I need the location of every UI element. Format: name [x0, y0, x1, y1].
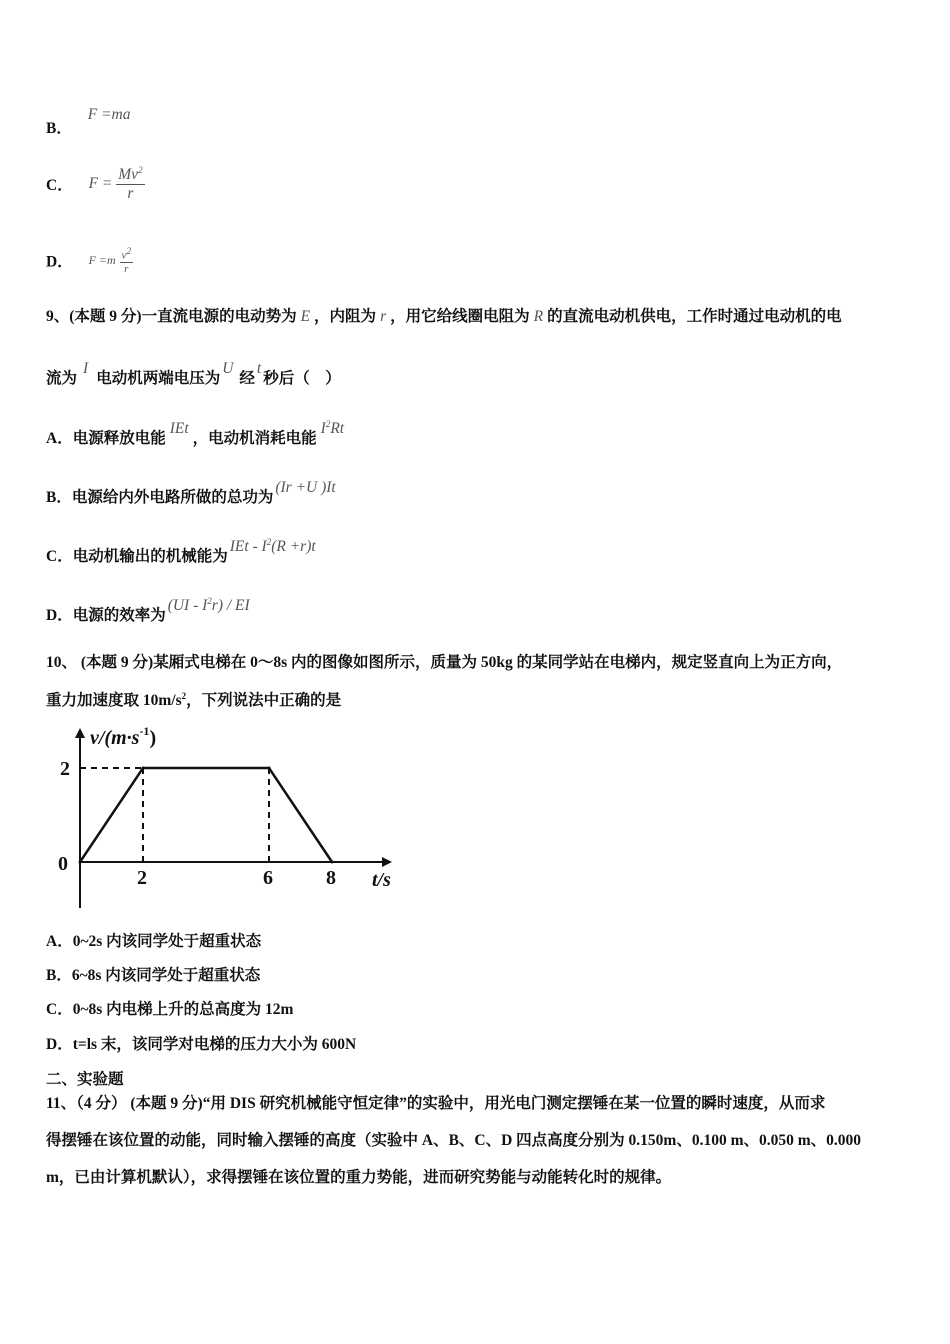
- q9-option-c-f-exp: 2: [266, 536, 272, 547]
- q9-text: ，用它给线圈电阻为: [390, 308, 530, 325]
- q9-stem-line1: [46, 304, 842, 326]
- data-point-t8: [331, 861, 334, 864]
- q8-option-d-den: r: [124, 262, 129, 275]
- q9-var-u: U: [222, 360, 234, 377]
- q9-text: 秒后（ ）: [263, 370, 341, 387]
- q8-option-c-num-exp: 2: [138, 165, 143, 175]
- q9-option-a-f2-post: Rt: [330, 420, 345, 437]
- q9-var-i: I: [83, 360, 89, 377]
- y-axis-label-exp: -1: [139, 724, 150, 738]
- q9-text: 流为: [46, 370, 78, 387]
- x-tick-label-8: 8: [326, 867, 336, 889]
- q9-option-a-f2: [321, 420, 344, 437]
- q8-option-c-label: C．: [46, 177, 73, 195]
- data-point-t0: [79, 861, 82, 864]
- data-point-t2: [142, 767, 145, 770]
- q9-stem-line2: [46, 360, 341, 388]
- q10-option-b: B．6~8s 内该同学处于超重状态: [46, 967, 261, 984]
- data-point-t6: [268, 767, 271, 770]
- q9-option-a-f1: IEt: [169, 420, 189, 437]
- velocity-series-line: [80, 768, 332, 862]
- q9-option-c: [46, 536, 316, 566]
- q10-text: 重力加速度取 10m/s: [46, 692, 182, 709]
- q8-option-d-num: v: [121, 249, 127, 262]
- q9-text: ，内阻为: [314, 308, 377, 325]
- q8-option-d-fraction: [120, 246, 133, 275]
- x-tick-label-6: 6: [263, 867, 273, 889]
- q9-option-c-f-post: (R +r)t: [271, 538, 316, 555]
- q9-option-a-mid: ，电动机消耗电能: [192, 430, 317, 447]
- q9-var-t: t: [256, 360, 262, 377]
- q9-var-e: E: [300, 308, 311, 325]
- origin-label: 0: [58, 853, 68, 875]
- q9-option-b-label: B．电源给内外电路所做的总功为: [46, 489, 274, 506]
- q9-option-a-f2-exp: 2: [325, 418, 331, 429]
- q9-option-d-f-post: r) / EI: [211, 597, 250, 614]
- q9-text: 电动机两端电压为: [96, 370, 221, 387]
- q9-option-b: [46, 479, 336, 507]
- q8-option-c-lhs: F =: [88, 175, 113, 193]
- q9-option-d-f-pre: (UI - I: [167, 597, 208, 614]
- q9-option-a-label: A．电源释放电能: [46, 430, 166, 447]
- q9-option-d-formula: [168, 597, 250, 614]
- q10-stem-line2: [46, 688, 341, 710]
- q10-stem-line1: 10、 (本题 9 分)某厢式电梯在 0～8s 内的图像如图所示，质量为 50kg 的某同学站在电梯内，规定竖直向上为正方向，: [46, 654, 843, 671]
- section-heading: 二、实验题: [46, 1071, 124, 1088]
- q8-option-b-formula: F =ma: [87, 106, 131, 123]
- y-tick-label-2: 2: [60, 758, 70, 780]
- q10-text-exp: 2: [181, 690, 187, 701]
- q9-option-c-label: C．电动机输出的机械能为: [46, 548, 228, 565]
- q11-line2: 得摆锤在该位置的动能，同时输入摆锤的高度（实验中 A、B、C、D 四点高度分别为 0.150m、0.100 m、0.050 m、0.000: [46, 1132, 862, 1149]
- q8-option-d-lhs: F =m: [88, 252, 116, 267]
- q9-option-b-formula: (Ir +U )It: [275, 479, 336, 496]
- y-axis-label-main: v/(m·s: [90, 727, 140, 749]
- q8-option-d: [46, 246, 133, 275]
- q9-text: 的直流电动机供电，工作时通过电动机的电: [547, 308, 842, 325]
- q10-option-a: A．0~2s 内该同学处于超重状态: [46, 933, 262, 950]
- y-axis-label: [90, 724, 156, 749]
- q10-option-d: D．t=ls 末，该同学对电梯的压力大小为 600N: [46, 1036, 357, 1053]
- q8-option-d-num-exp: 2: [126, 246, 131, 256]
- q11-line3: m，已由计算机默认），求得摆锤在该位置的重力势能，进而研究势能与动能转化时的规律。: [46, 1169, 672, 1186]
- q8-option-c: [46, 165, 145, 203]
- q8-option-c-fraction: [116, 165, 144, 203]
- q9-option-d-f-exp: 2: [207, 595, 212, 606]
- q9-var-rr: R: [533, 308, 544, 325]
- q9-option-d-label: D．电源的效率为: [46, 607, 166, 624]
- q8-option-c-den: r: [127, 185, 134, 203]
- q9-option-a: [46, 418, 345, 448]
- q8-option-d-label: D．: [46, 253, 73, 271]
- q9-text: 9、(本题 9 分)一直流电源的电动势为: [46, 308, 297, 325]
- q9-option-d: [46, 595, 250, 625]
- q9-text: 经: [239, 370, 255, 387]
- q10-option-c: C．0~8s 内电梯上升的总高度为 12m: [46, 1001, 294, 1018]
- q9-option-c-formula: [230, 538, 316, 555]
- q9-option-c-f-pre: IEt - I: [229, 538, 267, 555]
- velocity-time-chart: [50, 722, 410, 912]
- q11-line1: 11、（4 分） (本题 9 分)“用 DIS 研究机械能守恒定律”的实验中，用光电门测定摆锤在某一位置的瞬时速度，从而求: [46, 1095, 826, 1112]
- q8-option-c-num: Mv: [118, 166, 139, 184]
- x-tick-label-2: 2: [137, 867, 147, 889]
- q10-text: ，下列说法中正确的是: [186, 692, 342, 709]
- q8-option-b: [46, 106, 131, 138]
- q8-option-b-label: B．: [46, 120, 72, 137]
- q9-var-r: r: [380, 308, 387, 325]
- x-axis-label: t/s: [372, 869, 391, 891]
- y-axis-label-close: ): [149, 727, 157, 749]
- q9-option-a-f2-pre: I: [320, 420, 326, 437]
